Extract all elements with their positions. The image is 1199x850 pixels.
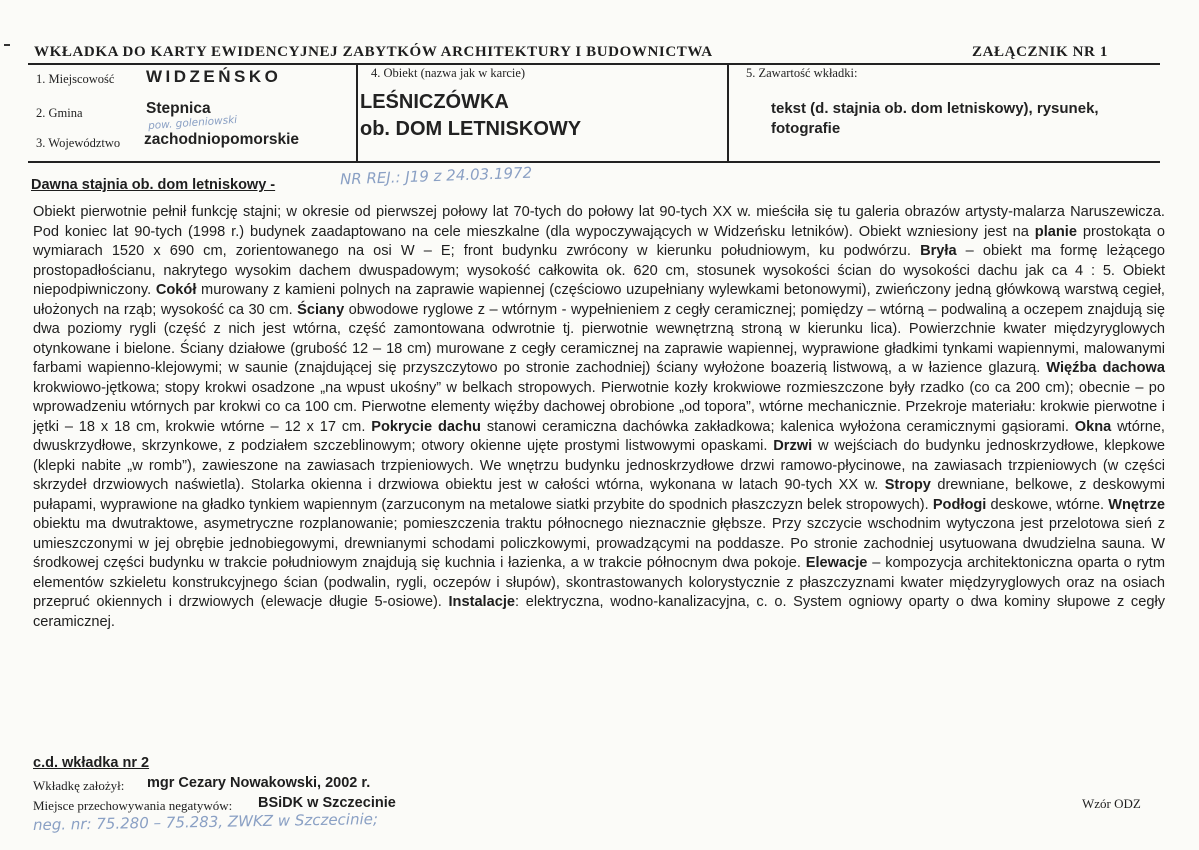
handwritten-registry-number: NR REJ.: J19 z 24.03.1972 <box>339 163 533 189</box>
keyword-wiezba: Więźba dachowa <box>1046 360 1165 376</box>
continuation-note: c.d. wkładka nr 2 <box>33 755 150 771</box>
field-value-miejscowosc: WIDZEŃSKO <box>146 67 282 86</box>
margin-mark <box>4 44 10 46</box>
keyword-pokrycie: Pokrycie dachu <box>371 418 481 435</box>
annex-number: ZAŁĄCZNIK NR 1 <box>972 44 1108 60</box>
handwritten-powiat: pow. goleniowski <box>147 113 238 133</box>
field-label-wojewodztwo: 3. Województwo <box>36 136 121 150</box>
field-label-obiekt: 4. Obiekt (nazwa jak w karcie) <box>371 66 526 80</box>
keyword-sciany: Ściany <box>297 301 345 318</box>
keyword-podlogi: Podłogi <box>932 496 987 513</box>
field-value-zawartosc-line2: fotografie <box>771 120 841 137</box>
field-label-miejscowosc: 1. Miejscowość <box>36 72 115 86</box>
keyword-instalacje: Instalacje <box>448 594 516 610</box>
keyword-elewacje: Elewacje <box>805 555 868 571</box>
field-value-gmina: Stepnica <box>146 100 211 117</box>
description-text: Obiekt pierwotnie pełnił funkcję stajni; w okresie od pierwszej połowy lat 70-tych do połowy lat 90-tych XX w. mieściła się tu galeria obrazów artysty-malarza Naruszewicza. Pod koniec lat 90-tych (1998 r.) budynek zaadaptowano na cele mieszkalne (dla wypoczywających w Widzeńsku letników). Obiekt wzniesiony jest na planie prostokąta o wymiarach 1520 x 690 cm, zorientowanego na osi W – E; front budynku zwrócony w kierunku południowym, ku podwórzu. Bryła – obiekt ma formę leżącego prostopadłościanu, nakrytego wysokim dachem dwuspadowym; wysokość całkowita ok. 620 cm, stosunek wysokości ścian do wysokości dachu jak ca 4 : 5. Obiekt niepodpiwniczony. Cokół murowany z kamieni polnych na zaprawie wapiennej (częściowo uzupełniany wylewkami betonowymi), zwieńczony jedną główkową warstwą cegieł, ułożonych na rząb; wysokość ca 30 cm. Ściany obwodowe ryglowe z – wtórnym - wypełnieniem z cegły ceramicznej; pomiędzy – wtórną – podwaliną a oczepem znajdują się dwa poziomy rygli (część z nich jest wtórna, część zamontowana odwrotnie tj. pierwotnie wewnętrzną stroną w kierunku lica). Powierzchnie kwater międzyryglowych otynkowane i bielone. Ściany działowe (grubość 12 – 18 cm) murowane z cegły ceramicznej na zaprawie wapiennej, wyprawione gładkimi tynkami wapiennymi, malowanymi farbami wapienno-klejowymi; w saunie (znajdującej się przyszczytowo po stronie zachodniej) ściany wyłożone boazerią listwową, a w łazience glazurą. Więźba dachowa krokwiowo-jętkowa; stopy krokwi osadzone „na wpust ukośny” w belkach stropowych. Pierwotnie kozły krokwiowe rozmieszczone były rzadko (co ca 200 cm); obecnie – po wprowadzeniu wtórnych par krokwi co ca 100 cm. Pierwotne elementy więźby dachowej obrobione „od topora”, wtórne mechanicznie. Przekroje materiału: krokwie pierwotne i jętki – 18 x 18 cm, krokwie wtórne – 12 x 17 cm. Pokrycie dachu stanowi ceramiczna dachówka zakładkowa; kalenica wyłożona ceramicznymi gąsiorami. Okna wtórne, dwuskrzydłowe, skrzynkowe, z podziałem szczeblinowym; otwory okienne ujęte prostymi listwowymi opaskami. Drzwi w wejściach do budynku jednoskrzydłowe, klepkowe (klepki nabite „w romb”), zawieszone na zawiasach trzpieniowych. We wnętrzu budynku jednoskrzydłowe drzwi ramowo-płycinowe, na zawiasach trzpieniowych (w części skrzydeł drzwiowych naświetla). Stolarka okienna i drzwiowa obiektu jest w całości wtórna, wykonana w latach 90-tych XX w. Stropy drewniane, belkowe, z deskowymi pułapami, wyprawione na gładko tynkiem wapiennym (zarzuconym na metalowe siatki przybite do spodnich płaszczyzn belek stropowych). Podłogi deskowe, wtórne. Wnętrze obiektu ma dwutraktowe, asymetryczne rozplanowanie; pomieszczenia traktu północnego nieznacznie głębsze. Przy szczycie wschodnim wytyczona jest przelotowa sień z umieszczonymi w jej obrębie jednobiegowymi, drewnianymi schodami policzkowymi, prowadzącymi na poddasze. Po stronie zachodniej usytuowana dwudzielna sauna. W środkowej części budynku w trakcie południowym znajdują się kuchnia i łazienka, a w trakcie północnym dwa pokoje. Elewacje – kompozycja architektoniczna oparta o rytm elementów szkieletu konstrukcyjnego ścian (podwalin, rygli, oczepów i słupów), skontrastowanych kolorystycznie z płaszczyznami kwater międzyryglowych oraz na osiach przepruć okiennych i drzwiowych (elewacje długie 5-osiowe). Instalacje: elektryczna, wodno-kanalizacyjna, c. o. System ogniowy oparty o dwa kominy słupowe z cegły ceramicznej. <box>33 204 1166 630</box>
keyword-drzwi: Drzwi <box>773 438 813 454</box>
field-label-gmina: 2. Gmina <box>36 106 83 120</box>
handwritten-negative-numbers: neg. nr: 75.280 – 75.283, ZWKZ w Szczecinie; <box>32 809 379 835</box>
keyword-okna: Okna <box>1074 418 1112 435</box>
form-title: WKŁADKA DO KARTY EWIDENCYJNEJ ZABYTKÓW ARCHITEKTURY I BUDOWNICTWA <box>34 44 713 60</box>
field-value-zawartosc-line1: tekst (d. stajnia ob. dom letniskowy), rysunek, <box>771 100 1099 117</box>
field-value-obiekt-line2: ob. DOM LETNISKOWY <box>360 118 582 140</box>
field-value-wojewodztwo: zachodniopomorskie <box>144 131 300 148</box>
form-template-label: Wzór ODZ <box>1082 796 1141 811</box>
field-label-zawartosc: 5. Zawartość wkładki: <box>746 66 858 80</box>
keyword-plan: planie <box>1034 223 1077 240</box>
section-heading: Dawna stajnia ob. dom letniskowy - <box>31 177 276 193</box>
column-divider-2 <box>727 63 729 162</box>
header-rule <box>28 63 1160 65</box>
keyword-wnetrze: Wnętrze <box>1108 496 1165 513</box>
author-value: mgr Cezary Nowakowski, 2002 r. <box>147 775 371 791</box>
keyword-bryla: Bryła <box>920 243 957 259</box>
author-label: Wkładkę założył: <box>33 778 125 793</box>
storage-value: BSiDK w Szczecinie <box>258 795 396 811</box>
table-bottom-rule <box>28 161 1160 163</box>
column-divider-1 <box>356 63 358 162</box>
keyword-cokol: Cokół <box>155 282 197 298</box>
field-value-obiekt-line1: LEŚNICZÓWKA <box>360 91 509 113</box>
storage-label: Miejsce przechowywania negatywów: <box>33 798 233 813</box>
keyword-stropy: Stropy <box>884 477 931 493</box>
